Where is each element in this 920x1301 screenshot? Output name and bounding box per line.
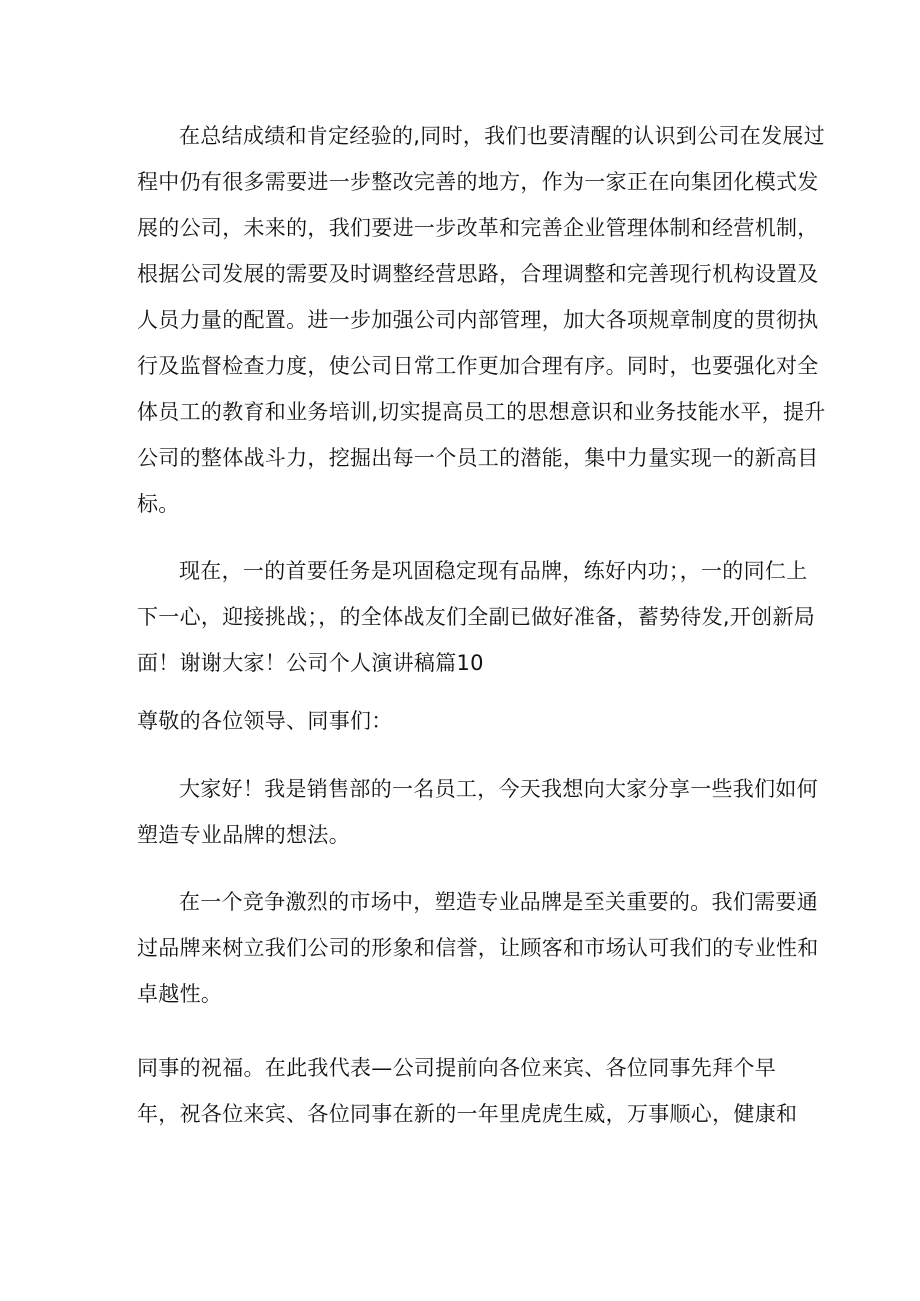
paragraph-1-line-6: 行及监督检查力度，使公司日常工作更加合理有序。同时，也要强化对全: [137, 354, 819, 378]
paragraph-6-line-2: 年，祝各位来宾、各位同事在新的一年里虎虎生威，万事顺心，健康和: [137, 1102, 798, 1126]
paragraph-1-line-9: 标。: [137, 492, 180, 516]
paragraph-2-line-1: 现在，一的首要任务是巩固稳定现有品牌，练好内功；，一的同仁上: [179, 559, 808, 583]
paragraph-5-line-1: 在一个竞争激烈的市场中，塑造专业品牌是至关重要的。我们需要通: [179, 890, 818, 914]
paragraph-1-line-2: 程中仍有很多需要进一步整改完善的地方，作为一家正在向集团化模式发: [137, 170, 819, 194]
paragraph-1-line-3: 展的公司，未来的，我们要进一步改革和完善企业管理体制和经营机制，: [137, 216, 819, 240]
paragraph-6-line-1: 同事的祝福。在此我代表—公司提前向各位来宾、各位同事先拜个早: [137, 1056, 776, 1080]
paragraph-1-line-8: 公司的整体战斗力，挖掘出每一个员工的潜能，集中力量实现一的新高目: [137, 446, 819, 470]
paragraph-5-line-3: 卓越性。: [137, 982, 223, 1006]
paragraph-1-line-4: 根据公司发展的需要及时调整经营思路，合理调整和完善现行机构设置及: [137, 262, 819, 286]
paragraph-4-line-1: 大家好！我是销售部的一名员工，今天我想向大家分享一些我们如何: [179, 777, 818, 801]
paragraph-5-line-2: 过品牌来树立我们公司的形象和信誉，让顾客和市场认可我们的专业性和: [137, 936, 819, 960]
paragraph-2-line-3: 面！谢谢大家！公司个人演讲稿篇10: [137, 651, 484, 675]
paragraph-4-line-2: 塑造专业品牌的想法。: [137, 823, 350, 847]
paragraph-1-line-5: 人员力量的配置。进一步加强公司内部管理，加大各项规章制度的贯彻执: [137, 308, 819, 332]
paragraph-1-line-7: 体员工的教育和业务培训,切实提高员工的思想意识和业务技能水平，提升: [137, 400, 826, 424]
salutation-line: 尊敬的各位领导、同事们：: [137, 709, 393, 733]
paragraph-1-line-1: 在总结成绩和肯定经验的,同时，我们也要清醒的认识到公司在发展过: [179, 124, 825, 148]
paragraph-2-line-2: 下一心，迎接挑战；，的全体战友们全副已做好准备，蓄势待发,开创新局: [137, 605, 816, 629]
